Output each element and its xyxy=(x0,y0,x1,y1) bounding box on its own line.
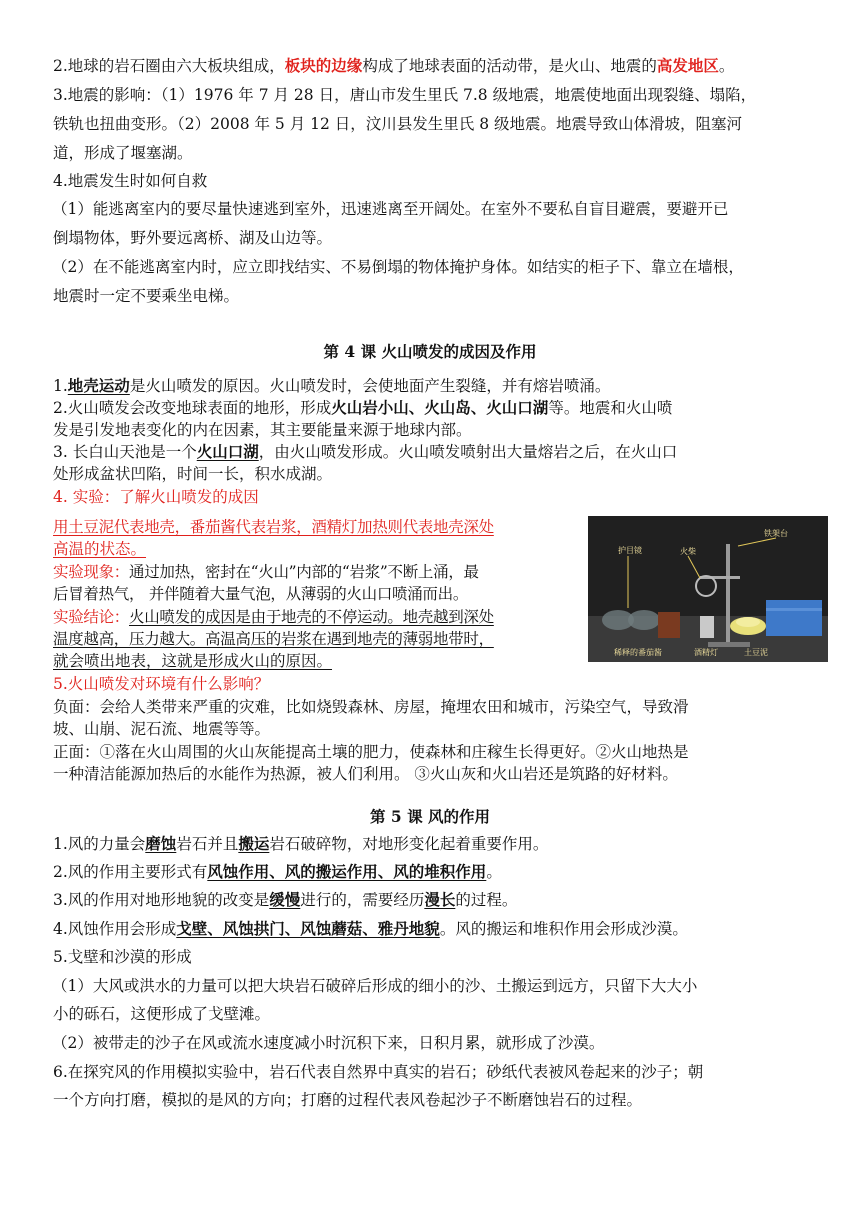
text-line xyxy=(53,55,734,77)
text-line xyxy=(53,397,672,419)
text-span: 是火山喷发的原因。火山喷发时，会使地面产生裂缝，并有熔岩喷涌。 xyxy=(129,377,611,395)
text-span: 岩石并且 xyxy=(176,835,239,853)
text-line: 高温的状态。 xyxy=(53,540,147,558)
text-span: 进行的，需要经历 xyxy=(300,891,425,909)
text-line xyxy=(53,833,548,855)
text-line: 一种清洁能源加热后的水能作为热源，被人们利用。 ③火山灰和火山岩还是筑路的好材料。 xyxy=(53,765,678,783)
text-line: 正面：①落在火山周围的火山灰能提高土壤的肥力，使森林和庄稼生长得更好。②火山地热是 xyxy=(53,743,689,761)
text-line: 铁轨也扭曲变形。（2）2008 年 5 月 12 日，汶川县发生里氏 8 级地震。地震导致山体滑坡，阻塞河 xyxy=(53,115,742,133)
text-line: 4.地震发生时如何自救 xyxy=(53,172,208,190)
text-line: 用土豆泥代表地壳，番茄酱代表岩浆，酒精灯加热则代表地壳深处 xyxy=(53,518,494,536)
text-line: （2）在不能逃离室内时，应立即找结实、不易倒塌的物体掩护身体。如结实的柜子下、靠立在墙根， xyxy=(52,258,744,276)
text-span: 3.风的作用对地形地貌的改变是 xyxy=(53,891,270,909)
text-span: ，由火山喷发形成。火山喷发喷射出大量熔岩之后，在火山口 xyxy=(258,443,678,461)
text-span: 岩石破碎物，对地形变化起着重要作用。 xyxy=(269,835,549,853)
highlight-high-incidence: 高发地区 xyxy=(656,56,719,75)
text-span: 2.地球的岩石圈由六大板块组成， xyxy=(53,57,285,75)
text-span: 1.风的力量会 xyxy=(53,835,146,853)
text-line: 5.戈壁和沙漠的形成 xyxy=(53,948,192,966)
text-line: 倒塌物体，野外要远离桥、湖及山边等。 xyxy=(53,229,333,247)
text-line xyxy=(53,889,517,911)
keyword-wind-actions: 风蚀作用、风的搬运作用、风的堆积作用 xyxy=(207,862,487,881)
lesson-4-title: 第 4 课 火山喷发的成因及作用 xyxy=(323,342,537,361)
keyword-long: 漫长 xyxy=(424,890,456,909)
experiment-apparatus-illustration xyxy=(588,516,828,662)
keyword-landforms: 戈壁、风蚀拱门、风蚀蘑菇、雅丹地貌 xyxy=(176,919,440,938)
text-span: 2.火山喷发会改变地球表面的地形，形成 xyxy=(53,399,332,417)
text-span: 构成了地球表面的活动带，是火山、地震的 xyxy=(362,57,657,75)
text-span: 。风的搬运和堆积作用会形成沙漠。 xyxy=(439,920,688,938)
text-line xyxy=(53,606,494,628)
text-line: 3.地震的影响：（1）1976 年 7 月 28 日，唐山市发生里氏 7.8 级地震，地震使地面出现裂缝、塌陷， xyxy=(53,86,757,104)
keyword-volcanic-landforms: 火山岩小山、火山岛、火山口湖 xyxy=(331,398,549,417)
text-span: 2.风的作用主要形式有 xyxy=(53,863,208,881)
text-span: 。 xyxy=(718,57,735,75)
text-line: 坡、山崩、泥石流、地震等等。 xyxy=(53,720,271,738)
text-line xyxy=(53,918,688,940)
text-line: （2）被带走的沙子在风或流水速度减小时沉积下来，日积月累，就形成了沙漠。 xyxy=(52,1034,605,1052)
text-line: （1）大风或洪水的力量可以把大块岩石破碎后形成的细小的沙、土搬运到远方，只留下大大小 xyxy=(52,977,698,995)
text-line xyxy=(53,561,479,583)
keyword-crust-movement: 地壳运动 xyxy=(67,376,130,395)
text-line: 发是引发地表变化的内在因素，其主要能量来源于地球内部。 xyxy=(53,421,472,439)
text-span: 3. 长白山天池是一个 xyxy=(53,443,197,461)
text-line xyxy=(53,441,677,463)
text-span: 通过加热，密封在“火山”内部的“岩浆”不断上涌，最 xyxy=(129,563,479,581)
text-line: 6.在探究风的作用模拟实验中，岩石代表自然界中真实的岩石；砂纸代表被风卷起来的沙子；朝 xyxy=(53,1063,704,1081)
text-line xyxy=(53,861,502,883)
text-line: 道，形成了堰塞湖。 xyxy=(53,144,193,162)
label-potato: 土豆泥 xyxy=(744,648,768,657)
phenomenon-label: 实验现象： xyxy=(53,563,130,581)
text-line: 后冒着热气， 并伴随着大量气泡，从薄弱的火山口喷涌而出。 xyxy=(53,585,469,603)
keyword-transport: 搬运 xyxy=(238,834,270,853)
label-goggles: 护目镜 xyxy=(618,546,642,555)
keyword-crater-lake: 火山口湖 xyxy=(196,442,259,461)
experiment-photo xyxy=(588,516,828,662)
text-line xyxy=(53,375,610,397)
conclusion-label: 实验结论： xyxy=(53,608,130,626)
environment-heading: 5.火山喷发对环境有什么影响？ xyxy=(53,675,270,693)
keyword-erode: 磨蚀 xyxy=(145,834,177,853)
label-tripod: 火柴 xyxy=(680,547,696,556)
text-line: 温度越高，压力越大。高温高压的岩浆在遇到地壳的薄弱地带时， xyxy=(53,630,494,648)
text-line: 处形成盆状凹陷，时间一长，积水成湖。 xyxy=(53,465,333,483)
text-line: 小的砾石，这便形成了戈壁滩。 xyxy=(53,1005,271,1023)
text-line: （1）能逃离室内的要尽量快速逃到室外，迅速逃离至开阔处。在室外不要私自盲目避震，要避开已 xyxy=(52,200,729,218)
label-lamp: 酒精灯 xyxy=(694,648,718,657)
lesson-5-title: 第 5 课 风的作用 xyxy=(370,807,490,826)
text-line: 负面：会给人类带来严重的灾难，比如烧毁森林、房屋，掩埋农田和城市，污染空气，导致滑 xyxy=(53,698,689,716)
text-span: 火山喷发的成因是由于地壳的不停运动。地壳越到深处 xyxy=(129,608,494,626)
text-span: 的过程。 xyxy=(455,891,518,909)
text-span: 4.风蚀作用会形成 xyxy=(53,920,177,938)
text-line: 一个方向打磨，模拟的是风的方向；打磨的过程代表风卷起沙子不断磨蚀岩石的过程。 xyxy=(53,1091,643,1109)
label-iron-stand: 铁架台 xyxy=(764,529,788,538)
text-span: 1. xyxy=(53,377,68,395)
text-line: 就会喷出地表，这就是形成火山的原因。 xyxy=(53,652,333,670)
text-span: 等。地震和火山喷 xyxy=(548,399,673,417)
label-ketchup: 稀释的番茄酱 xyxy=(614,648,662,657)
highlight-plate-edge: 板块的边缘 xyxy=(284,56,363,75)
text-line: 地震时一定不要乘坐电梯。 xyxy=(53,287,240,305)
experiment-heading: 4. 实验：了解火山喷发的成因 xyxy=(53,488,259,506)
text-span: 。 xyxy=(486,863,502,881)
keyword-slow: 缓慢 xyxy=(269,890,301,909)
